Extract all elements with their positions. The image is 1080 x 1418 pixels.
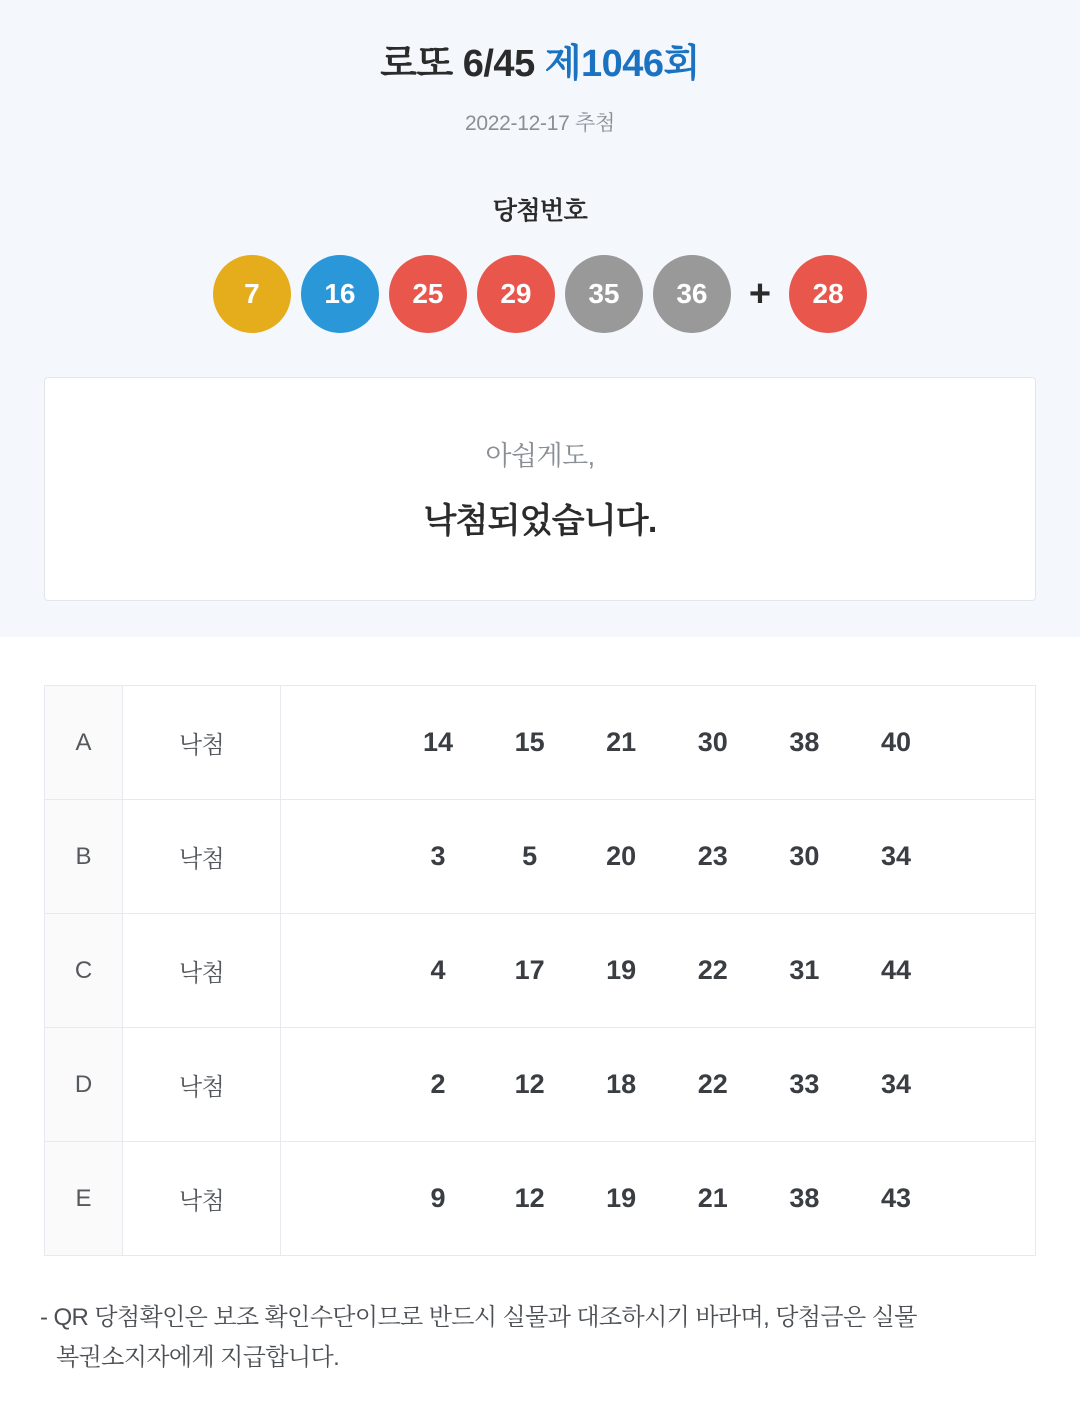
ticket-number: 38: [789, 1183, 820, 1214]
ticket-number: 12: [514, 1069, 545, 1100]
winning-ball-6-value: 36: [676, 278, 708, 310]
page-title-main: 로또 6/45: [380, 43, 535, 85]
ticket-number: 31: [789, 955, 820, 986]
table-row: [45, 1142, 1036, 1256]
winning-numbers-row: [0, 255, 1080, 333]
ticket-number: 2: [430, 1069, 446, 1100]
ticket-number: 40: [880, 727, 911, 758]
ticket-number: 12: [514, 1183, 545, 1214]
tickets-table: [44, 685, 1036, 1256]
ticket-letter: C: [45, 914, 123, 1028]
result-sub-text: 아쉽게도,: [485, 441, 595, 472]
plus-sign: +: [748, 273, 772, 316]
winning-ball-5: [565, 255, 643, 333]
table-row: [45, 914, 1036, 1028]
ticket-number: 14: [422, 727, 454, 758]
ticket-number: 38: [789, 727, 820, 758]
draw-date: 2022-12-17 추첨: [465, 112, 615, 136]
ticket-letter: E: [45, 1142, 123, 1256]
winning-ball-4: [477, 255, 555, 333]
ticket-number: 34: [880, 841, 911, 872]
ticket-numbers: [281, 686, 1036, 800]
ticket-number: 33: [789, 1069, 820, 1100]
result-card: [44, 377, 1036, 601]
page-title: [0, 40, 1080, 89]
ticket-number: 9: [430, 1183, 446, 1214]
winning-ball-2-value: 16: [324, 278, 356, 310]
ticket-status: 낙첨: [123, 1028, 281, 1142]
ticket-number: 19: [606, 955, 637, 986]
ticket-status: 낙첨: [123, 1142, 281, 1256]
ticket-number: 3: [430, 841, 446, 872]
winning-ball-6: [653, 255, 731, 333]
winning-ball-4-value: 29: [500, 278, 532, 310]
ticket-number: 21: [606, 727, 637, 758]
winning-ball-2: [301, 255, 379, 333]
ticket-number: 15: [514, 727, 545, 758]
ticket-number: 44: [880, 955, 911, 986]
bonus-ball-value: 28: [812, 278, 844, 310]
ticket-number: 34: [880, 1069, 911, 1100]
disclaimer-note: [0, 1256, 1080, 1417]
ticket-letter: B: [45, 800, 123, 914]
ticket-status: 낙첨: [123, 800, 281, 914]
ticket-number: 30: [697, 727, 728, 758]
ticket-number: 17: [514, 955, 545, 986]
disclaimer-line-1: - QR 당첨확인은 보조 확인수단이므로 반드시 실물과 대조하시기 바라며, 당첨금은 실물: [40, 1304, 917, 1332]
ticket-number: 22: [697, 955, 728, 986]
ticket-numbers: [281, 1142, 1036, 1256]
disclaimer-line-2: 복권소지자에게 지급합니다.: [56, 1343, 340, 1371]
ticket-numbers: [281, 800, 1036, 914]
ticket-number: 23: [697, 841, 728, 872]
result-header-section: [0, 0, 1080, 637]
ticket-number: 4: [430, 955, 446, 986]
ticket-number: 21: [697, 1183, 728, 1214]
ticket-number: 19: [606, 1183, 637, 1214]
ticket-number: 18: [606, 1069, 637, 1100]
ticket-number: 5: [522, 841, 538, 872]
bonus-ball: [789, 255, 867, 333]
result-main-text: 낙첨되었습니다.: [423, 502, 657, 541]
winning-ball-1-value: 7: [244, 278, 260, 310]
winning-ball-5-value: 35: [588, 278, 620, 310]
ticket-number: 43: [880, 1183, 911, 1214]
table-row: [45, 686, 1036, 800]
ticket-number: 22: [697, 1069, 728, 1100]
winning-ball-3-value: 25: [412, 278, 444, 310]
ticket-status: 낙첨: [123, 686, 281, 800]
tickets-table-section: [0, 637, 1080, 1256]
ticket-numbers: [281, 1028, 1036, 1142]
ticket-letter: D: [45, 1028, 123, 1142]
ticket-letter: A: [45, 686, 123, 800]
ticket-numbers: [281, 914, 1036, 1028]
ticket-status: 낙첨: [123, 914, 281, 1028]
ticket-number: 20: [606, 841, 637, 872]
ticket-number: 30: [789, 841, 820, 872]
winning-numbers-label: 당첨번호: [492, 197, 588, 226]
page-title-round: 제1046회: [544, 43, 700, 85]
table-row: [45, 800, 1036, 914]
table-row: [45, 1028, 1036, 1142]
winning-ball-1: [213, 255, 291, 333]
winning-ball-3: [389, 255, 467, 333]
